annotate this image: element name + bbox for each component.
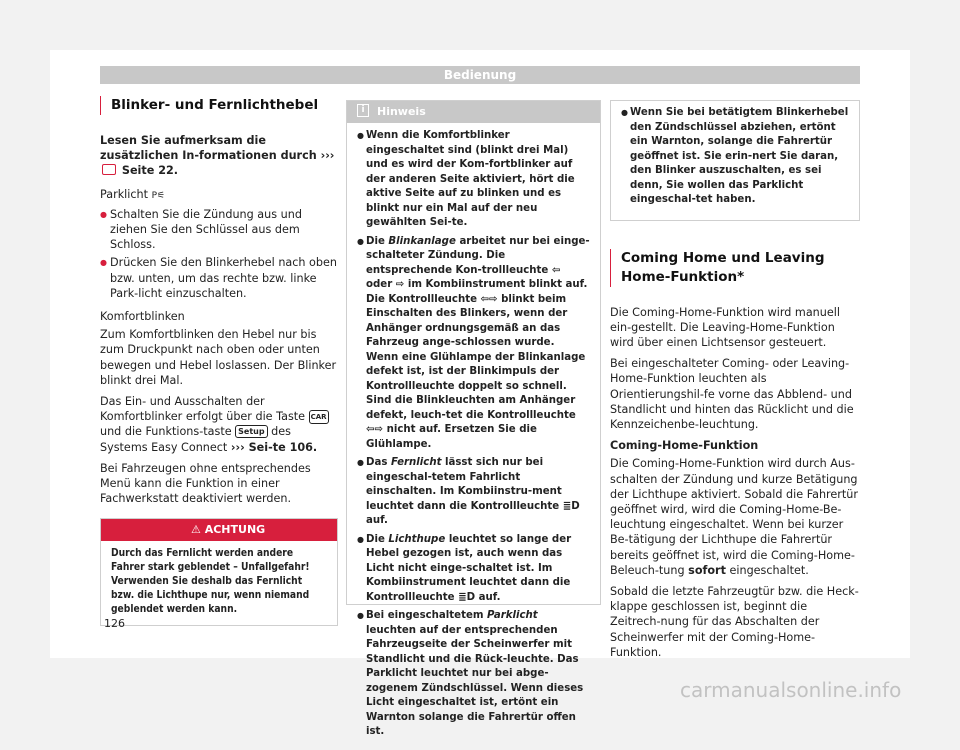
section-title: Blinker- und Fernlichthebel [100,96,338,115]
paragraph-text: Das Ein- und Ausschalten der Komfortblinker erfolgt über die Taste [100,395,306,424]
note-header [347,101,600,123]
note-text: lässt sich nur bei eingeschal-tetem Fahrlicht einschalten. Im Kombiinstru-ment leuchtet dann die Kontrollleuchte ≣D auf. [366,457,580,526]
section-header: Bedienung [100,66,860,84]
warning-box [100,518,338,626]
note-item [357,456,590,529]
paragraph-text: des Systems Easy Connect [100,425,291,454]
warning-title: ACHTUNG [204,523,266,537]
note-emphasis: Blinkanlage [388,235,456,247]
column-middle [346,100,601,737]
komfort-paragraph-3: Bei Fahrzeugen ohne entsprechendes Menü kann die Funktion in einer Fachwerkstatt deaktiviert werden. [100,461,311,506]
intro-label: Lesen Sie aufmerksam die zusätzlichen In-formationen durch [100,134,317,163]
parklicht-heading [100,187,338,204]
warning-header [101,519,337,541]
parking-light-icon: P⚟ [151,190,166,201]
komfort-paragraph: Zum Komfortblinken den Hebel nur bis zum Druckpunkt nach oben oder unten bewegen und Hebel loslassen. Der Blinker blinkt drei Mal. [100,328,337,387]
intro-text [100,133,338,179]
warning-triangle-icon: ⚠ [191,523,201,537]
note-box-continued [610,100,860,221]
warning-text: Durch das Fernlicht werden andere Fahrer stark geblendet – Unfallgefahr! Verwenden Sie deshalb das Fernlicht bzw. die Lichthupe nur, wenn niemand geblendet werden kann. [111,548,310,616]
column-right [610,100,860,660]
note-text: Das [366,457,388,468]
paragraph [610,456,860,578]
note-emphasis: Fernlicht [390,457,442,468]
note-body [347,123,600,750]
paragraph-text: und die Funktions-taste [100,425,232,439]
subheading: Coming-Home-Funktion [610,439,759,453]
info-icon: i [357,104,369,117]
car-key-icon: CAR [309,410,329,424]
note-text: leuchtet so lange der Hebel gezogen ist, auch wenn das Licht nicht einge-schaltet ist. Im Kombiinstrument leuchtet dann die Kontrollleuchte ≣D auf. [366,533,572,603]
paragraph-text: eingeschaltet. [729,563,809,577]
column-left [100,96,338,626]
komfort-paragraph-2: Das Ein- und Ausschalten der Komfortblinker erfolgt über die Taste CAR und die Funktions-taste Setup des Systems Easy Connect ››› Sei-te 106. [100,395,327,454]
page-reference-link[interactable]: Seite 22. [121,164,179,178]
ref-arrow-icon: ››› [320,149,335,163]
list-item: ● Drücken Sie den Blinkerhebel nach oben bzw. unten, um das rechte bzw. linke Park-licht einzuschalten. [100,255,338,301]
paragraph-emphasis: sofort [688,563,726,577]
paragraph: Die Coming-Home-Funktion wird manuell ein-gestellt. Die Leaving-Home-Funktion wird über einen Lichtsensor gesteuert. [610,305,840,349]
note-text: arbeitet nur bei einge-schalteter Zündung. Die entsprechende Kon-trollleuchte ⇦ oder ⇨ im Kombiinstrument blinkt auf. Die Kontrollleuchte ⇦⇨ blinkt beim Einschalten des Blinkers, wenn der Anhänger ordnungsgemäß an das Fahrzeug ange-schlossen wurde. Wenn eine Glühlampe der Blinkanlage defekt ist, ist der Blinkimpuls der Kontrollleuchte doppelt so schnell. Sind die Blinkleuchten am Anhänger defekt, leuch-tet die Kontrollleuchte ⇦⇨ nicht auf. Ersetzen Sie die Glühlampe. [366,235,590,450]
paragraph-text: Die Coming-Home-Funktion wird durch Aus-schalten der Zündung und kurze Betätigung der Lichthupe aktiviert. Sobald die Fahrertür geöffnet wird, wird die Coming-Home-Be-leuchtung eingeschaltet. Wenn bei kurzer Be-tätigung der Lichthupe die Fahrertür bereits geöffnet ist, wird die Coming-Home-Beleuch-tung [610,457,858,577]
note-text: leuchten auf der entsprechenden Fahrzeugseite der Scheinwerfer mit Standlicht und die Rück-leuchte. Das Parklicht leuchtet nur bei abge-zogenem Zündschlüssel. Wenn dieses Licht eingeschaltet ist, ertönt ein Warnton solange die Fahrertür offen ist. [366,624,584,737]
note-title: Hinweis [377,105,426,118]
note-emphasis: Lichthupe [388,533,446,545]
ref-arrow-icon: ››› [230,440,245,454]
paragraph: Bei eingeschalteter Coming- oder Leaving-Home-Funktion leuchten als Orientierungshil-fe vorne das Abblend- und Standlicht und hinten das Rücklicht und die Kennzeichenbe-leuchtung. [610,357,854,431]
paragraph: Sobald die letzte Fahrzeugtür bzw. die Heck-klappe geschlossen ist, beginnt die Zeitrech-nung für das Abschalten der Scheinwerfer mit der Coming-Home-Funktion. [610,584,859,659]
note-item [357,609,590,740]
note-item [357,533,590,606]
note-text: Die [366,235,385,247]
note-emphasis: Parklicht [487,610,538,621]
komfort-label: Komfortblinken [100,310,185,324]
note-text: Bei eingeschaltetem [366,610,484,621]
list-item: ● Schalten Sie die Zündung aus und ziehen Sie den Schlüssel aus dem Schloss. [100,207,338,253]
setup-key-icon: Setup [235,425,267,438]
note-item [357,235,590,453]
parklicht-label: Parklicht [100,187,149,201]
page-reference-link[interactable]: Sei-te 106 [248,440,313,454]
watermark: carmanualsonline.info [680,678,902,702]
book-reference-icon [102,164,116,175]
note-text: Die [366,533,385,545]
note-item: ● Wenn die Komfortblinker eingeschaltet sind (blinkt drei Mal) und es wird der Kom-fortblinker auf der anderen Seite aktiviert, hört die aktive Seite auf zu blinken und es blinkt nur ein Mal auf der neu gewählten Sei-te. [357,129,590,231]
section-title: Coming Home und Leaving Home-Funktion* [610,249,860,287]
note-box [346,100,601,737]
note-item: ● Wenn Sie bei betätigtem Blinkerhebel den Zündschlüssel abziehen, ertönt ein Warnton, solange die Fahrertür geöffnet ist. Sie erin-nert Sie daran, den Blinker auszuschalten, es sei denn, Sie wollen das Parklicht eingeschal-tet haben. [621,106,849,208]
page-number: 126 [104,617,125,630]
